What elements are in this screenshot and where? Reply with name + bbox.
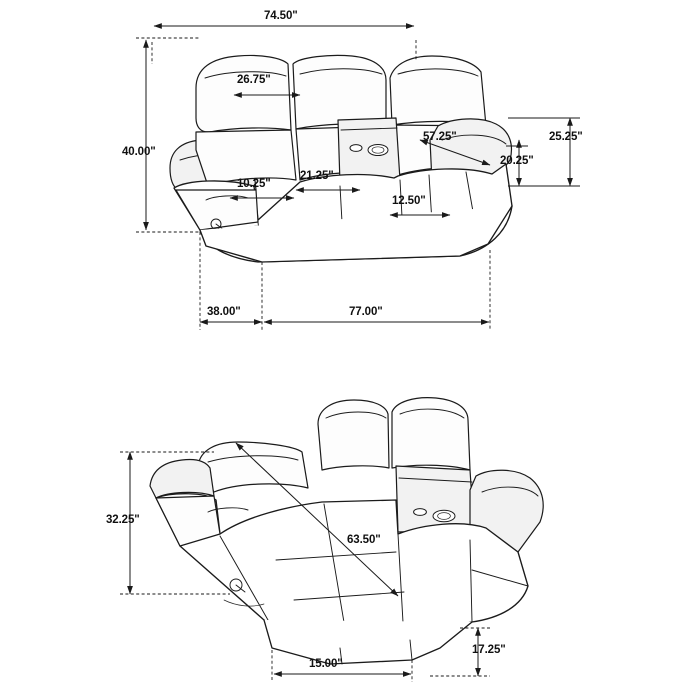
dim-overall-height: 40.00" [122,146,156,158]
sofa-front-illustration [170,55,512,262]
dim-console-width: 12.50" [392,195,426,207]
dim-back-cushion-width: 26.75" [237,74,271,86]
dim-reclined-depth-diagonal: 63.50" [347,534,381,546]
dim-reclined-height: 32.25" [106,514,140,526]
dim-base-width: 77.00" [349,306,383,318]
dim-overall-width-top: 74.50" [264,10,298,22]
dim-arm-width: 10.25" [237,178,271,190]
dim-seat-cushion-width: 21.25" [300,170,334,182]
dim-seat-height: 20.25" [500,155,534,167]
dim-footrest-width: 15.00" [309,658,343,670]
dim-footrest-height: 17.25" [472,644,506,656]
dim-side-depth: 38.00" [207,306,241,318]
dim-seat-depth-diagonal: 57.25" [423,131,457,143]
dim-arm-height: 25.25" [549,131,583,143]
sofa-reclined-illustration [150,398,543,664]
